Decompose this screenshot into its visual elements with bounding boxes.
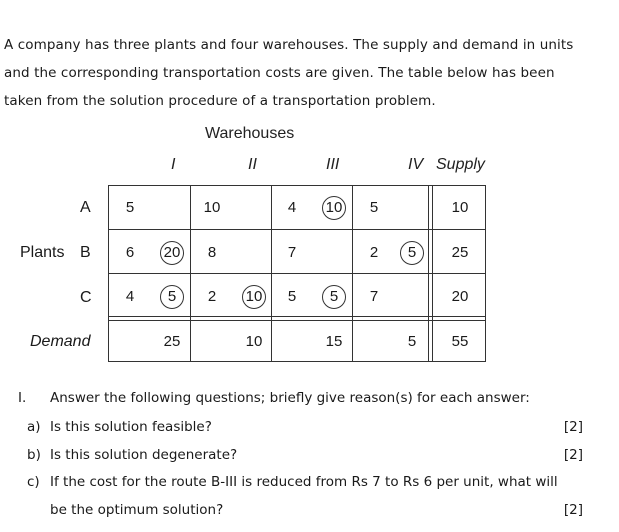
cost-c-iv: 7: [369, 288, 379, 305]
cost-a-ii: 10: [203, 199, 221, 216]
allocation-b-i: 20: [160, 241, 184, 265]
item-c-text: If the cost for the route B-III is reduced from Rs 7 to Rs 6 per unit, what will: [50, 474, 558, 490]
cost-c-i: 4: [125, 288, 135, 305]
plants-label: Plants: [20, 244, 65, 261]
demand-iv: 5: [407, 333, 417, 350]
item-a-marks: [2]: [563, 419, 583, 435]
demand-iii: 15: [325, 333, 343, 350]
demand-i: 25: [163, 333, 181, 350]
allocation-b-iv: 5: [400, 241, 424, 265]
intro-line: taken from the solution procedure of a transportation problem.: [4, 93, 436, 109]
item-c-text-continued: be the optimum solution?: [50, 502, 224, 518]
cost-c-iii: 5: [287, 288, 297, 305]
intro-line: and the corresponding transportation costs are given. The table below has been: [4, 65, 555, 81]
demand-label: Demand: [30, 333, 91, 350]
cost-b-iii: 7: [287, 244, 297, 261]
item-b-label: b): [27, 447, 41, 463]
cost-b-i: 6: [125, 244, 135, 261]
cost-a-iii: 4: [287, 199, 297, 216]
item-c-label: c): [27, 474, 40, 490]
intro-paragraph: [4, 31, 594, 115]
supply-b: 25: [451, 244, 469, 261]
row-label-b: B: [80, 244, 91, 261]
column-header-i: I: [171, 156, 176, 173]
transportation-table: [108, 185, 486, 362]
column-header-iii: III: [326, 156, 340, 173]
question-instruction: Answer the following questions; briefly give reason(s) for each answer:: [50, 390, 530, 406]
allocation-a-iii: 10: [322, 196, 346, 220]
column-header-iv: IV: [408, 156, 424, 173]
item-b-text: Is this solution degenerate?: [50, 447, 238, 463]
allocation-c-i: 5: [160, 285, 184, 309]
intro-line: A company has three plants and four warehouses. The supply and demand in units: [4, 37, 574, 53]
item-b-marks: [2]: [563, 447, 583, 463]
demand-ii: 10: [245, 333, 263, 350]
supply-a: 10: [451, 199, 469, 216]
cost-a-i: 5: [125, 199, 135, 216]
cost-b-iv: 2: [369, 244, 379, 261]
supply-c: 20: [451, 288, 469, 305]
warehouses-label: Warehouses: [205, 125, 295, 142]
supply-header: Supply: [436, 156, 485, 173]
item-a-text: Is this solution feasible?: [50, 419, 212, 435]
allocation-c-iii: 5: [322, 285, 346, 309]
cost-c-ii: 2: [207, 288, 217, 305]
cost-a-iv: 5: [369, 199, 379, 216]
column-header-ii: II: [248, 156, 257, 173]
row-label-c: C: [80, 289, 92, 306]
allocation-c-ii: 10: [242, 285, 266, 309]
item-a-label: a): [27, 419, 41, 435]
cost-b-ii: 8: [207, 244, 217, 261]
total-supply-demand: 55: [451, 333, 469, 350]
row-label-a: A: [80, 199, 91, 216]
question-number: I.: [18, 390, 27, 406]
item-c-marks: [2]: [563, 502, 583, 518]
